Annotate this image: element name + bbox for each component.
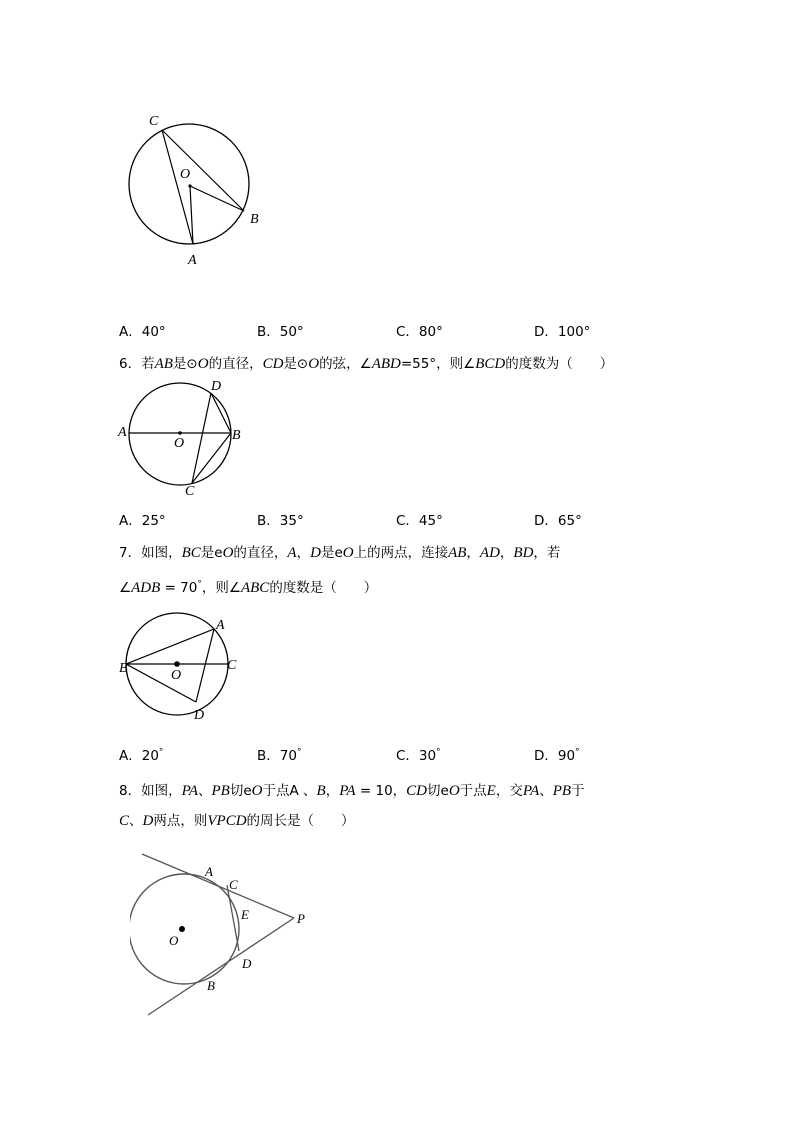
chord-ba [126, 629, 214, 664]
label-a: A [118, 425, 127, 440]
center-point [174, 661, 180, 667]
q5-option-a: A．40° [119, 324, 166, 340]
q7-option-a: A．20° [119, 747, 164, 764]
q5-option-c: C．80° [396, 324, 443, 340]
q6-option-b: B．35° [257, 513, 304, 529]
q6-option-a: A．25° [119, 513, 166, 529]
q7-option-b: B．70° [257, 747, 302, 764]
label-c: C [185, 484, 195, 499]
label-o: O [169, 933, 179, 948]
figure-q8 [130, 845, 330, 1025]
chord-ca [162, 130, 193, 244]
chord-db [211, 393, 231, 433]
radius-ob [190, 186, 244, 211]
label-b: B [119, 661, 128, 676]
label-o: O [174, 436, 185, 451]
q7-option-c: C．30° [396, 747, 441, 764]
center-point [179, 926, 185, 932]
chord-dc [192, 393, 211, 483]
label-d: D [242, 956, 252, 971]
label-e: E [241, 907, 249, 922]
q6-option-d: D．65° [534, 513, 582, 529]
label-b: B [232, 428, 241, 443]
figure-q7 [110, 608, 250, 726]
figure-q5 [110, 100, 280, 280]
q5-option-d: D．100° [534, 324, 591, 340]
q8-stem-line1: 8．如图，PA、PB切eO于点A 、B，PA = 10，CD切eO于点E，交PA、PB于 [119, 783, 585, 799]
label-a: A [188, 253, 197, 268]
label-p: P [297, 911, 305, 926]
label-b: B [250, 212, 259, 227]
figure-q6 [110, 375, 250, 500]
q6-option-c: C．45° [396, 513, 443, 529]
label-o: O [180, 167, 191, 182]
q8-stem-line2: C、D两点，则VPCD的周长是（ ） [119, 813, 355, 829]
q7-option-d: D．90° [534, 747, 580, 764]
circle-o [129, 124, 249, 244]
label-a: A [216, 618, 225, 633]
q5-option-b: B．50° [257, 324, 304, 340]
q7-stem-line2: ∠ADB = 70°，则∠ABC的度数是（ ） [119, 579, 378, 596]
center-point [188, 184, 191, 187]
tangent-pa [142, 854, 294, 918]
label-c: C [149, 114, 159, 129]
center-point [178, 431, 182, 435]
label-c: C [227, 658, 237, 673]
q7-stem-line1: 7．如图，BC是eO的直径，A，D是eO上的两点，连接AB，AD，BD，若 [119, 545, 561, 561]
chord-bd [126, 664, 196, 702]
chord-ad [196, 629, 214, 702]
label-b: B [207, 978, 215, 993]
label-d: D [194, 708, 205, 723]
label-c: C [229, 877, 238, 892]
label-a: A [205, 864, 213, 879]
q6-stem: 6．若AB是⊙O的直径，CD是⊙O的弦，∠ABD=55°，则∠BCD的度数为（ ） [119, 356, 614, 372]
label-d: D [211, 379, 222, 394]
label-o: O [171, 668, 182, 683]
